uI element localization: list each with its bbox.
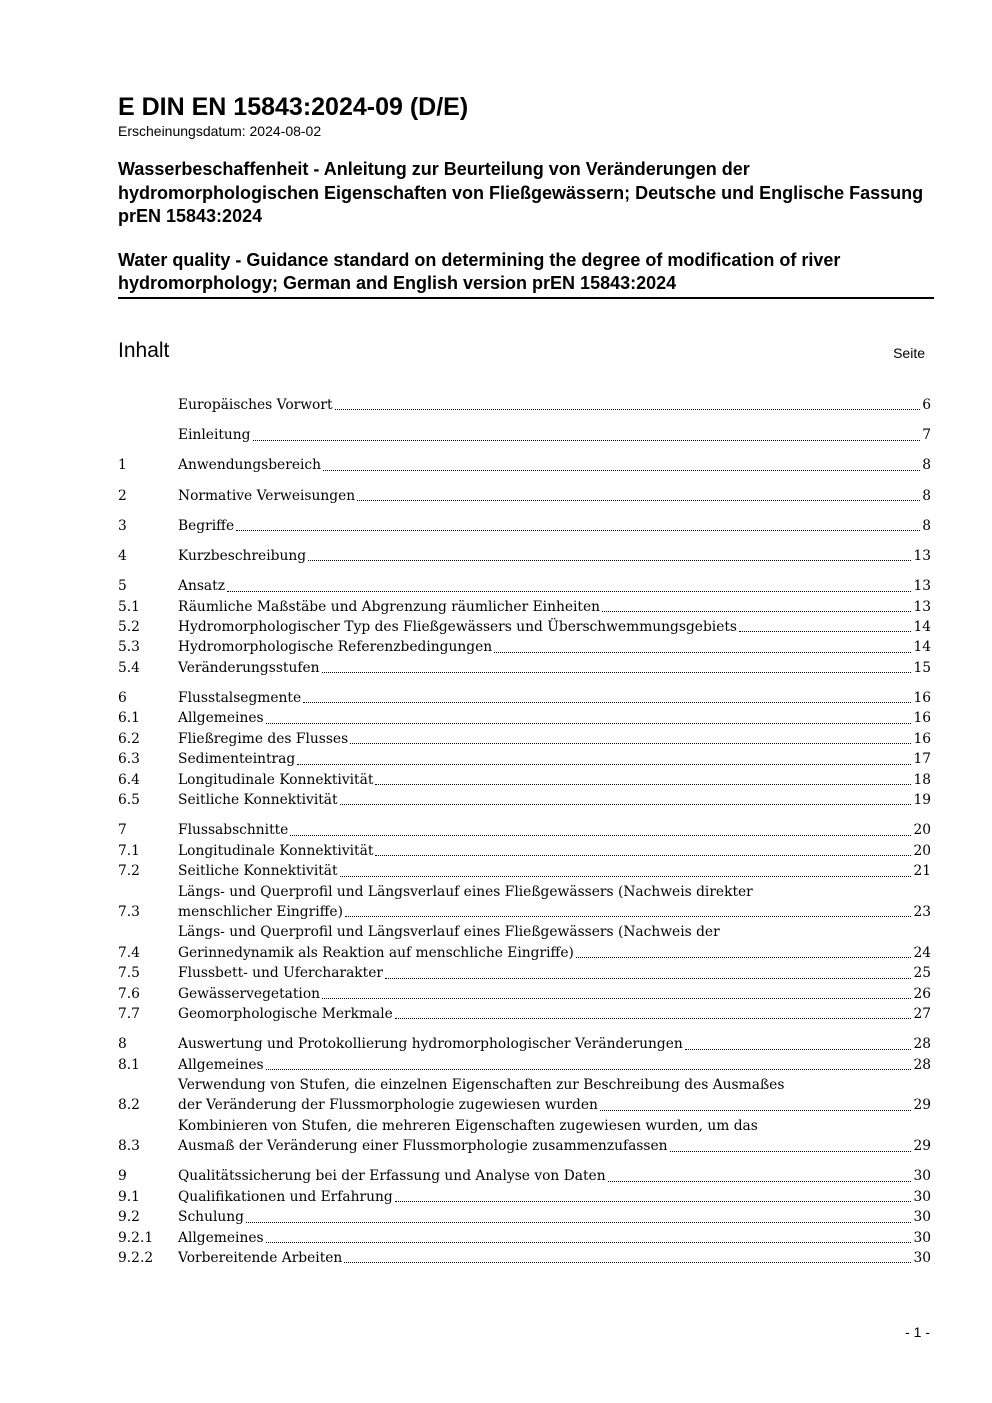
toc-entry-page: 15 <box>913 659 931 676</box>
dot-leader <box>344 1262 911 1263</box>
toc-entry-page: 8 <box>922 517 931 534</box>
toc-entry[interactable] <box>118 637 931 657</box>
toc-entry-body <box>178 749 931 769</box>
toc-entry-line <box>178 1166 931 1186</box>
toc-entry[interactable] <box>118 1034 931 1054</box>
toc-entry-title: Räumliche Maßstäbe und Abgrenzung räumlicher Einheiten <box>178 598 601 615</box>
dot-leader <box>375 784 911 785</box>
toc-entry-title: Qualitätssicherung bei der Erfassung und Analyse von Daten <box>178 1168 606 1185</box>
toc-entry[interactable] <box>118 922 931 963</box>
toc-entry-title: Seitliche Konnektivität <box>178 863 338 880</box>
toc-entry-line <box>178 597 931 617</box>
toc-entry-body <box>178 841 931 861</box>
toc-entry-number: 7.5 <box>118 965 140 982</box>
toc-entry-number: 8 <box>118 1036 127 1053</box>
toc-entry-number: 5.3 <box>118 639 140 656</box>
toc-entry-page: 17 <box>913 751 931 768</box>
toc-entry-body <box>178 1116 931 1157</box>
toc-entry[interactable] <box>118 1075 931 1116</box>
toc-entry-line <box>178 637 931 657</box>
toc-entry-title: Auswertung und Protokollierung hydromorphologischer Veränderungen <box>178 1036 683 1053</box>
toc-entry-number: 9.2.2 <box>118 1250 154 1266</box>
toc-entry-title: Qualifikationen und Erfahrung <box>178 1188 393 1205</box>
toc-entry-page: 23 <box>913 903 931 920</box>
toc-entry-title: Ansatz <box>178 578 225 595</box>
toc-entry-title: Veränderungsstufen <box>178 659 320 676</box>
dot-leader <box>290 835 911 836</box>
toc-entry-body <box>178 922 931 963</box>
dot-leader <box>739 631 911 632</box>
toc-entry-body <box>178 1248 931 1268</box>
toc-entry-line <box>178 486 931 506</box>
toc-entry-title: Schulung <box>178 1209 244 1226</box>
toc-entry-page: 18 <box>913 771 931 788</box>
toc-entry-page: 21 <box>913 863 931 880</box>
toc-entry-line <box>178 729 931 749</box>
dot-leader <box>266 1242 912 1243</box>
toc-entry-title-line1: Verwendung von Stufen, die einzelnen Eigenschaften zur Beschreibung des Ausmaßes <box>178 1076 785 1093</box>
toc-entry-body <box>178 688 931 708</box>
document-header <box>118 92 934 296</box>
toc-entry-number: 6.5 <box>118 792 140 809</box>
dot-leader <box>395 1201 912 1202</box>
toc-entry-number: 1 <box>118 457 127 474</box>
toc-entry-number: 9.1 <box>118 1188 140 1205</box>
toc-entry-number: 5.4 <box>118 659 140 676</box>
toc-entry-body <box>178 963 931 983</box>
toc-entry-line <box>178 861 931 881</box>
toc-entry-title: Gerinnedynamik als Reaktion auf menschliche Eingriffe) <box>178 944 574 961</box>
toc-entry-page: 20 <box>913 842 931 859</box>
toc-entry-line <box>178 617 931 637</box>
toc-entry-title: Normative Verweisungen <box>178 487 356 504</box>
toc-entry-page: 30 <box>913 1209 931 1226</box>
toc-entry-number: 8.3 <box>118 1138 140 1155</box>
toc-entry-title: Vorbereitende Arbeiten <box>178 1250 343 1266</box>
toc-entry-page: 25 <box>913 965 931 982</box>
toc-entry[interactable] <box>118 841 931 861</box>
dot-leader <box>266 1069 912 1070</box>
header-divider <box>118 297 934 299</box>
table-of-contents <box>118 395 931 1268</box>
toc-entry[interactable] <box>118 1004 931 1024</box>
toc-entry-line <box>178 688 931 708</box>
dot-leader <box>227 591 911 592</box>
dot-leader <box>350 743 911 744</box>
toc-entry-page: 27 <box>913 1005 931 1022</box>
toc-entry-number: 8.1 <box>118 1056 140 1073</box>
toc-entry-title: menschlicher Eingriffe) <box>178 903 343 920</box>
toc-entry-number: 8.2 <box>118 1097 140 1114</box>
toc-entry-line <box>178 1055 931 1075</box>
toc-entry-page: 14 <box>913 619 931 636</box>
toc-entry-body <box>178 425 931 445</box>
toc-entry-page: 13 <box>913 598 931 615</box>
dot-leader <box>323 470 920 471</box>
toc-entry[interactable] <box>118 546 931 566</box>
toc-entry[interactable] <box>118 658 931 678</box>
toc-entry-number: 7.7 <box>118 1005 140 1022</box>
title-german: Wasserbeschaffenheit - Anleitung zur Beurteilung von Veränderungen der hydromorphologischen Eigenschaften von Fließgewässern; Deutsche und Englische Fassung prEN 15843:2024 <box>118 159 924 226</box>
toc-entry-body <box>178 516 931 536</box>
toc-entry-body <box>178 820 931 840</box>
toc-entry[interactable] <box>118 1116 931 1157</box>
toc-entry-body <box>178 617 931 637</box>
dot-leader <box>266 723 912 724</box>
toc-entry[interactable] <box>118 455 931 475</box>
toc-entry-body <box>178 637 931 657</box>
toc-entry-line <box>178 576 931 596</box>
toc-entry-body <box>178 395 931 415</box>
toc-entry-number: 6.4 <box>118 771 140 788</box>
toc-entry-number: 5.1 <box>118 598 140 615</box>
toc-entry-body <box>178 1055 931 1075</box>
toc-entry-body <box>178 658 931 678</box>
toc-entry-number: 5.2 <box>118 619 140 636</box>
toc-entry-page: 26 <box>913 985 931 1002</box>
toc-entry[interactable] <box>118 882 931 923</box>
toc-entry-number: 7.2 <box>118 863 140 880</box>
toc-entry-title: Fließregime des Flusses <box>178 730 349 747</box>
toc-entry-number: 4 <box>118 548 127 565</box>
toc-entry[interactable] <box>118 749 931 769</box>
dot-leader <box>303 702 911 703</box>
toc-entry-body <box>178 790 931 810</box>
toc-entry-number: 6 <box>118 690 127 707</box>
toc-entry-title-line1: Kombinieren von Stufen, die mehreren Eigenschaften zugewiesen wurden, um das <box>178 1117 758 1134</box>
toc-entry-page: 6 <box>922 397 931 413</box>
toc-entry[interactable] <box>118 395 931 415</box>
toc-entry-line <box>178 1136 931 1156</box>
toc-entry-number: 6.1 <box>118 710 140 727</box>
toc-entry[interactable] <box>118 617 931 637</box>
toc-entry[interactable] <box>118 729 931 749</box>
toc-entry-title: Einleitung <box>178 427 251 444</box>
dot-leader <box>253 440 921 441</box>
toc-entry-number: 3 <box>118 517 127 534</box>
toc-entry[interactable] <box>118 1055 931 1075</box>
toc-entry-line <box>178 1004 931 1024</box>
toc-entry-line <box>178 1095 931 1115</box>
toc-entry-number: 6.3 <box>118 751 140 768</box>
toc-entry[interactable] <box>118 425 931 445</box>
toc-entry-number: 9 <box>118 1168 127 1185</box>
page-number: - 1 - <box>905 1324 930 1340</box>
toc-entry-line <box>178 820 931 840</box>
toc-entry[interactable] <box>118 1166 931 1186</box>
toc-entry-body <box>178 770 931 790</box>
toc-entry-number: 7.6 <box>118 985 140 1002</box>
toc-entry-body <box>178 576 931 596</box>
dot-leader <box>340 804 912 805</box>
toc-entry-line <box>178 1207 931 1227</box>
dot-leader <box>357 500 920 501</box>
dot-leader <box>608 1181 912 1182</box>
toc-entry-title: der Veränderung der Flussmorphologie zugewiesen wurden <box>178 1097 598 1114</box>
toc-entry-page: 30 <box>913 1188 931 1205</box>
dot-leader <box>685 1049 912 1050</box>
toc-entry-page: 29 <box>913 1097 931 1114</box>
toc-entry-page: 8 <box>922 457 931 474</box>
toc-entry-page: 16 <box>913 730 931 747</box>
dot-leader <box>322 672 912 673</box>
toc-entry-body <box>178 984 931 1004</box>
toc-entry-line <box>178 790 931 810</box>
toc-entry-line <box>178 943 931 963</box>
toc-entry-line <box>178 455 931 475</box>
toc-entry-number: 7.3 <box>118 903 140 920</box>
toc-entry-line <box>178 902 931 922</box>
toc-entry-page: 13 <box>913 578 931 595</box>
toc-entry-page: 13 <box>913 548 931 565</box>
dot-leader <box>600 1110 912 1111</box>
dot-leader <box>322 998 911 999</box>
toc-entry-body <box>178 1166 931 1186</box>
toc-entry-page: 28 <box>913 1056 931 1073</box>
toc-entry-page: 19 <box>913 792 931 809</box>
dot-leader <box>670 1151 912 1152</box>
toc-entry-page: 30 <box>913 1250 931 1266</box>
toc-entry-title-line1: Längs- und Querprofil und Längsverlauf eines Fließgewässers (Nachweis direkter <box>178 883 753 900</box>
toc-entry-title: Allgemeines <box>178 1056 264 1073</box>
toc-entry-line <box>178 1228 931 1248</box>
toc-entry-title: Ausmaß der Veränderung einer Flussmorphologie zusammenzufassen <box>178 1138 668 1155</box>
toc-entry-body <box>178 729 931 749</box>
toc-entry-line <box>178 1187 931 1207</box>
title-english: Water quality - Guidance standard on determining the degree of modification of river hydromorphology; German and English version prEN 15843:2024 <box>118 249 841 293</box>
toc-entry[interactable] <box>118 516 931 536</box>
toc-entry-title: Longitudinale Konnektivität <box>178 842 374 859</box>
toc-entry-title: Allgemeines <box>178 1229 264 1246</box>
toc-entry[interactable] <box>118 708 931 728</box>
page-column-label: Seite <box>893 345 925 361</box>
toc-entry-number: 9.2 <box>118 1209 140 1226</box>
toc-entry-title-line1: Längs- und Querprofil und Längsverlauf eines Fließgewässers (Nachweis der <box>178 924 720 941</box>
toc-entry-line <box>178 841 931 861</box>
toc-entry[interactable] <box>118 770 931 790</box>
toc-entry-title: Longitudinale Konnektivität <box>178 771 374 788</box>
toc-entry[interactable] <box>118 1248 931 1268</box>
toc-entry-body <box>178 1228 931 1248</box>
dot-leader <box>297 764 911 765</box>
dot-leader <box>246 1222 911 1223</box>
toc-entry-number: 7.1 <box>118 842 140 859</box>
document-id: E DIN EN 15843:2024-09 (D/E) <box>118 93 469 121</box>
toc-entry-title: Geomorphologische Merkmale <box>178 1005 393 1022</box>
toc-entry-page: 30 <box>913 1168 931 1185</box>
toc-entry-title: Hydromorphologische Referenzbedingungen <box>178 639 493 656</box>
toc-entry[interactable] <box>118 820 931 840</box>
toc-entry-page: 29 <box>913 1138 931 1155</box>
toc-entry-title: Allgemeines <box>178 710 264 727</box>
toc-entry-title: Europäisches Vorwort <box>178 397 333 413</box>
toc-entry-body <box>178 1034 931 1054</box>
toc-entry-body <box>178 1207 931 1227</box>
toc-entry-line <box>178 984 931 1004</box>
contents-heading: Inhalt <box>118 339 170 362</box>
toc-entry-body <box>178 708 931 728</box>
toc-entry[interactable] <box>118 597 931 617</box>
toc-entry-body <box>178 861 931 881</box>
dot-leader <box>236 530 920 531</box>
toc-entry-title: Flussabschnitte <box>178 822 289 839</box>
toc-entry-line <box>178 749 931 769</box>
toc-entry-page: 16 <box>913 690 931 707</box>
toc-entry-number: 5 <box>118 578 127 595</box>
toc-entry-number: 6.2 <box>118 730 140 747</box>
toc-entry-line <box>178 1034 931 1054</box>
toc-entry[interactable] <box>118 486 931 506</box>
toc-entry-body <box>178 455 931 475</box>
toc-entry-number: 9.2.1 <box>118 1229 154 1246</box>
toc-entry-title: Gewässervegetation <box>178 985 321 1002</box>
dot-leader <box>385 978 911 979</box>
toc-entry-line <box>178 425 931 445</box>
toc-entry[interactable] <box>118 1187 931 1207</box>
toc-entry-line <box>178 708 931 728</box>
toc-entry[interactable] <box>118 861 931 881</box>
toc-entry[interactable] <box>118 984 931 1004</box>
toc-entry-page: 14 <box>913 639 931 656</box>
dot-leader <box>576 957 912 958</box>
toc-entry-title: Seitliche Konnektivität <box>178 792 338 809</box>
toc-entry-title: Anwendungsbereich <box>178 457 322 474</box>
toc-entry-page: 7 <box>922 427 931 444</box>
toc-entry[interactable] <box>118 1207 931 1227</box>
toc-entry-number: 7 <box>118 822 127 839</box>
toc-entry-line <box>178 1248 931 1268</box>
dot-leader <box>345 916 911 917</box>
toc-entry-line <box>178 546 931 566</box>
toc-entry-line <box>178 658 931 678</box>
toc-entry-title: Begriffe <box>178 517 235 534</box>
toc-entry-body <box>178 1075 931 1116</box>
dot-leader <box>335 409 921 410</box>
dot-leader <box>308 560 911 561</box>
toc-entry-page: 16 <box>913 710 931 727</box>
toc-entry-line <box>178 770 931 790</box>
toc-entry-title: Flusstalsegmente <box>178 690 302 707</box>
toc-entry-page: 30 <box>913 1229 931 1246</box>
toc-entry-line <box>178 395 931 415</box>
toc-entry[interactable] <box>118 963 931 983</box>
toc-entry-page: 28 <box>913 1036 931 1053</box>
dot-leader <box>340 876 912 877</box>
toc-entry-line <box>178 516 931 536</box>
toc-entry-title: Kurzbeschreibung <box>178 548 307 565</box>
toc-entry-body <box>178 1187 931 1207</box>
toc-entry-page: 24 <box>913 944 931 961</box>
dot-leader <box>395 1018 912 1019</box>
toc-entry-body <box>178 486 931 506</box>
toc-entry-page: 20 <box>913 822 931 839</box>
publication-date: Erscheinungsdatum: 2024-08-02 <box>118 123 322 139</box>
toc-entry[interactable] <box>118 1228 931 1248</box>
toc-entry-body <box>178 882 931 923</box>
toc-entry-body <box>178 546 931 566</box>
toc-entry-title: Hydromorphologischer Typ des Fließgewässers und Überschwemmungsgebiets <box>178 619 738 636</box>
toc-entry-body <box>178 1004 931 1024</box>
toc-entry-line <box>178 963 931 983</box>
toc-entry[interactable] <box>118 576 931 596</box>
toc-entry-number: 2 <box>118 487 127 504</box>
dot-leader <box>375 855 911 856</box>
toc-entry-title: Sedimenteintrag <box>178 751 296 768</box>
toc-entry[interactable] <box>118 790 931 810</box>
toc-entry-page: 8 <box>922 487 931 504</box>
dot-leader <box>494 652 911 653</box>
toc-entry-body <box>178 597 931 617</box>
toc-entry-number: 7.4 <box>118 944 140 961</box>
toc-entry[interactable] <box>118 688 931 708</box>
dot-leader <box>602 611 911 612</box>
toc-entry-title: Flussbett- und Ufercharakter <box>178 965 383 982</box>
